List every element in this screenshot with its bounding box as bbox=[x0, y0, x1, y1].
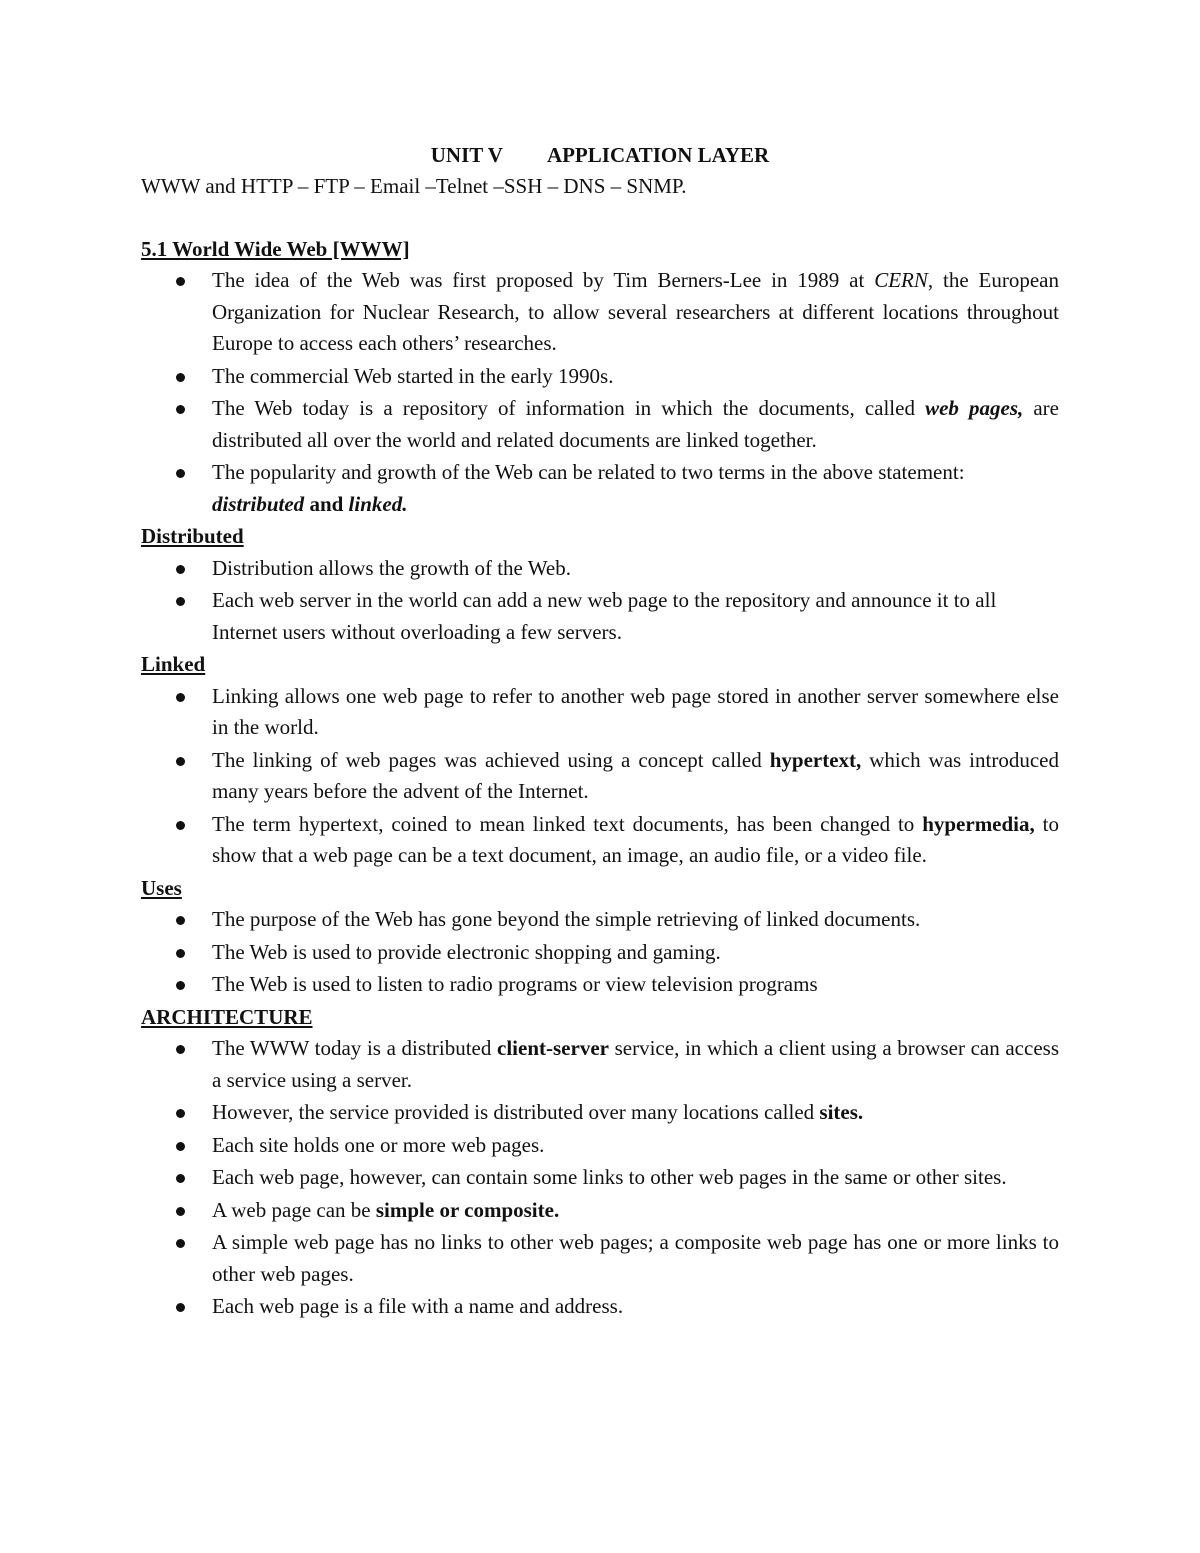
list-item: The idea of the Web was first proposed by Tim Berners-Lee in 1989 at CERN, the European Organization for Nuclear Research, to allow several researchers at different locations throughout Europe to access each others’ researches. bbox=[141, 265, 1059, 360]
heading-architecture: ARCHITECTURE bbox=[141, 1004, 313, 1029]
list-item: A web page can be simple or composite. bbox=[141, 1195, 1059, 1227]
heading-distributed: Distributed bbox=[141, 524, 244, 548]
list-item: The purpose of the Web has gone beyond the simple retrieving of linked documents. bbox=[141, 904, 1059, 936]
simple-composite-term: simple or composite. bbox=[375, 1197, 560, 1222]
list-item: Each site holds one or more web pages. bbox=[141, 1130, 1059, 1162]
linked-list bbox=[141, 681, 1059, 872]
list-item: Linking allows one web page to refer to another web page stored in another server somewhere else in the world. bbox=[141, 681, 1059, 744]
list-item: Distribution allows the growth of the Web. bbox=[141, 553, 1059, 585]
web-pages-emphasis: web pages, bbox=[925, 396, 1024, 420]
list-item: The Web is used to listen to radio programs or view television programs bbox=[141, 969, 1059, 1001]
hypermedia-term: hypermedia, bbox=[922, 811, 1035, 836]
www-intro-list bbox=[141, 265, 1059, 520]
uses-list bbox=[141, 904, 1059, 1001]
list-item: The commercial Web started in the early 1990s. bbox=[141, 361, 1059, 393]
list-item: The popularity and growth of the Web can be related to two terms in the above statement: distributed and linked. bbox=[141, 457, 1059, 520]
list-item: A simple web page has no links to other web pages; a composite web page has one or more links to other web pages. bbox=[141, 1227, 1059, 1290]
list-item: The WWW today is a distributed client-server service, in which a client using a browser can access a service using a server. bbox=[141, 1033, 1059, 1096]
unit-topics: WWW and HTTP – FTP – Email –Telnet –SSH – DNS – SNMP. bbox=[141, 174, 687, 198]
architecture-list bbox=[141, 1033, 1059, 1323]
unit-name: APPLICATION LAYER bbox=[546, 143, 770, 167]
client-server-term: client-server bbox=[497, 1036, 609, 1060]
list-item: Each web page, however, can contain some links to other web pages in the same or other sites. bbox=[141, 1162, 1059, 1194]
hypertext-term: hypertext, bbox=[769, 747, 862, 772]
list-item: Each web server in the world can add a new web page to the repository and announce it to all Internet users without overloading a few servers. bbox=[141, 585, 1059, 648]
distributed-emphasis: distributed bbox=[212, 491, 305, 516]
distributed-list bbox=[141, 553, 1059, 649]
list-item: Each web page is a file with a name and address. bbox=[141, 1291, 1059, 1323]
cern-emphasis: CERN bbox=[874, 268, 928, 292]
list-item: The linking of web pages was achieved using a concept called hypertext, which was introduced many years before the advent of the Internet. bbox=[141, 745, 1059, 808]
page-title bbox=[141, 140, 1059, 171]
list-item: The term hypertext, coined to mean linked text documents, has been changed to hypermedia, to show that a web page can be a text document, an image, an audio file, or a video file. bbox=[141, 809, 1059, 872]
heading-uses: Uses bbox=[141, 875, 182, 900]
linked-emphasis: linked. bbox=[348, 491, 408, 516]
section-heading-www: 5.1 World Wide Web [WWW] bbox=[141, 236, 410, 261]
sites-term: sites. bbox=[819, 1100, 864, 1124]
list-item: However, the service provided is distributed over many locations called sites. bbox=[141, 1097, 1059, 1129]
list-item: The Web today is a repository of information in which the documents, called web pages, are distributed all over the world and related documents are linked together. bbox=[141, 393, 1059, 456]
unit-number: UNIT V bbox=[430, 143, 503, 167]
heading-linked: Linked bbox=[141, 652, 206, 676]
document-body bbox=[141, 140, 1059, 1324]
list-item: The Web is used to provide electronic shopping and gaming. bbox=[141, 937, 1059, 969]
